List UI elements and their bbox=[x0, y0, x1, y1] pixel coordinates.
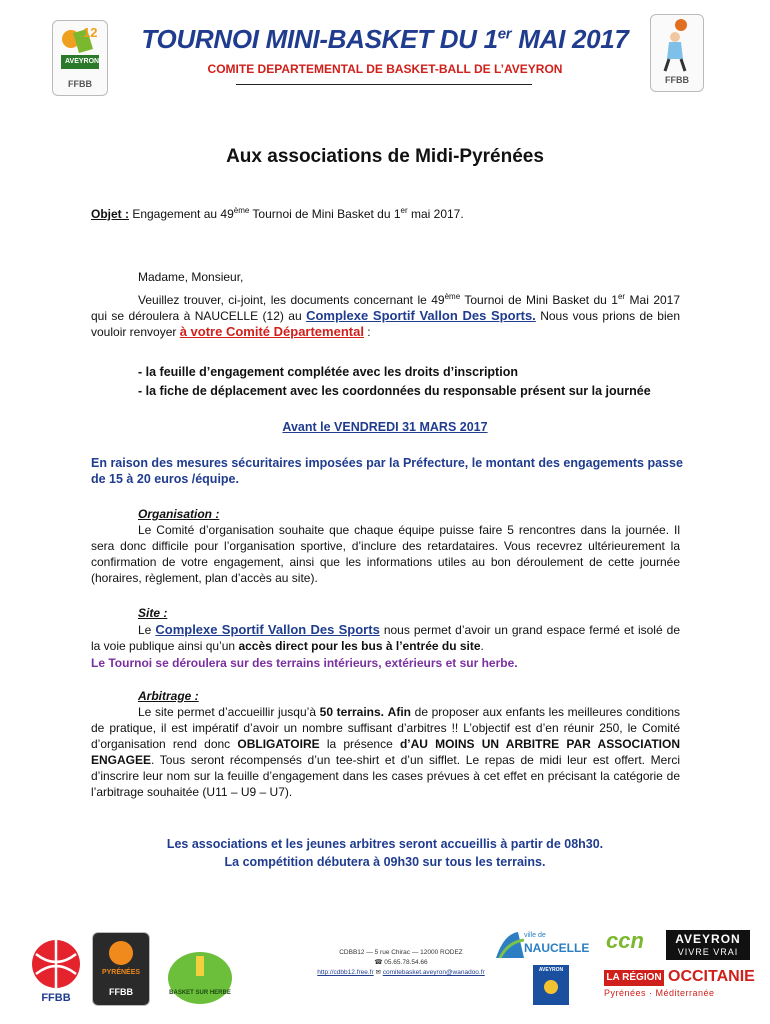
ffbb-label: FFBB bbox=[665, 75, 689, 85]
pyrenees-label: PYRÉNÉES bbox=[101, 969, 141, 976]
organisation-text: Le Comité d’organisation souhaite que chaque équipe puisse faire 5 rencontres dans la journée. Il sera donc difficile pour l’organisation sportive, d’inclure des retardataires. Vous recevrez ultérieurement la confirmation de votre engagement, ainsi que les informations utiles au bon déroulement de cette journée (horaires, règlement, plan d’accès au site). bbox=[91, 523, 680, 585]
ffbb-label: FFBB bbox=[109, 987, 133, 997]
naucelle-ville: ville de bbox=[524, 932, 546, 939]
subtitle: COMITE DEPARTEMENTAL DE BASKET-BALL DE L’AVEYRON bbox=[207, 62, 563, 76]
email-icon: ✉ bbox=[375, 969, 381, 976]
list-item: - la fiche de déplacement avec les coordonnées du responsable présent sur la journée bbox=[138, 384, 651, 398]
objet-line: Objet : Engagement au 49ème Tournoi de Mini Basket du 1er mai 2017. bbox=[91, 206, 464, 221]
basket-label: BASKET SUR HERBE bbox=[169, 990, 231, 996]
divider bbox=[236, 84, 532, 85]
ffbb-label: FFBB bbox=[41, 992, 71, 1004]
site-title: Site : bbox=[138, 606, 168, 620]
arbitrage-title: Arbitrage : bbox=[138, 689, 199, 703]
ffbb-label: FFBB bbox=[68, 79, 92, 89]
naucelle-name: NAUCELLE bbox=[524, 941, 590, 955]
logo-number: 12 bbox=[83, 25, 98, 40]
salutation: Madame, Monsieur, bbox=[138, 270, 244, 284]
region-occitanie-logo bbox=[604, 968, 754, 1004]
pyrenees-logo bbox=[92, 932, 150, 1006]
objet-label: Objet : bbox=[91, 207, 129, 221]
closing-line: Les associations et les jeunes arbitres seront accueillis à partir de 08h30. bbox=[166, 837, 604, 851]
ccn-logo bbox=[606, 928, 652, 958]
logo-aveyron-text: AVEYRON bbox=[65, 58, 100, 65]
arbitrage-text: Le site permet d’accueillir jusqu’à 50 terrains. Afin de proposer aux enfants les meilleures conditions de pratique, il est impératif d’avoir un nombre suffisant d’arbitres !! L’objectif est d’en réunir 250, le Comité d’organisation rend donc OBLIGATOIRE la présence d’AU MOINS UN ARBITRE PAR ASSOCIATION ENGAGEE. Tous seront récompensés d’un tee-shirt et d’un sifflet. Le repas de midi leur est offert. Merci d’inscrire leur nom sur la feuille d’engagement dans les cases prévues à cet effet en précisant la catégorie de l’arbitrage souhaitée (U11 – U9 – U7). bbox=[91, 705, 680, 799]
closing-line: La compétition débutera à 09h30 sur tous les terrains. bbox=[224, 855, 546, 869]
email-link[interactable]: comitebasket.aveyron@wanadoo.fr bbox=[382, 969, 485, 976]
ball-icon bbox=[93, 933, 149, 973]
vivre-label: VIVRE VRAI bbox=[677, 947, 739, 957]
grass-court-icon bbox=[166, 948, 234, 1010]
deadline: Avant le VENDREDI 31 MARS 2017 bbox=[282, 420, 488, 434]
website-link[interactable]: http://cdbb12.free.fr bbox=[317, 969, 374, 976]
terrains-notice: Le Tournoi se déroulera sur des terrains intérieurs, extérieurs et sur herbe. bbox=[91, 656, 518, 670]
naucelle-logo bbox=[494, 928, 594, 962]
aveyron-label: AVEYRON bbox=[675, 932, 741, 946]
ffbb-logo bbox=[28, 936, 84, 1006]
comite-departemental-text: à votre Comité Départemental bbox=[179, 324, 364, 339]
complexe-sportif-link[interactable]: Complexe Sportif Vallon Des Sports. bbox=[306, 308, 536, 323]
aveyron-vivre-vrai-logo bbox=[666, 930, 750, 960]
basketball-icon bbox=[28, 936, 84, 992]
occitanie-label: OCCITANIE bbox=[668, 968, 755, 985]
aveyron-department-logo bbox=[533, 965, 569, 1005]
list-item: - la feuille d’engagement complétée avec les droits d’inscription bbox=[138, 365, 518, 379]
region-label: LA RÉGION bbox=[604, 970, 664, 986]
page-title: TOURNOI MINI-BASKET DU 1er MAI 2017 bbox=[141, 24, 629, 54]
pyrenees-mediterranee-label: Pyrénées · Méditerranée bbox=[604, 988, 715, 998]
aveyron-dept-label: AVEYRON bbox=[538, 967, 564, 973]
footer-address: CDBB12 — 5 rue Chirac — 12000 RODEZ ☎ 05.65.78.54.66 http://cdbb12.free.fr ✉ comitebasket.aveyron@wanadoo.fr bbox=[317, 949, 485, 976]
organisation-title: Organisation : bbox=[138, 507, 220, 521]
intro-paragraph: Veuillez trouver, ci-joint, les documents concernant le 49ème Tournoi de Mini Basket du 1er Mai 2017 qui se déroulera à NAUCELLE (12) au Complexe Sportif Vallon Des Sports. Nous vous prions de bien vouloir renvoyer à votre Comité Départemental : bbox=[91, 292, 681, 339]
naucelle-emblem-icon bbox=[494, 928, 528, 962]
complexe-sportif-link[interactable]: Complexe Sportif Vallon Des Sports bbox=[155, 622, 380, 637]
fee-notice: En raison des mesures sécuritaires imposées par la Préfecture, le montant des engagements passe de 15 à 20 euros /équipe. bbox=[91, 456, 683, 486]
ccn-label: ccn bbox=[606, 928, 644, 953]
basket-sur-herbe-logo bbox=[166, 948, 234, 1010]
letter-heading: Aux associations de Midi-Pyrénées bbox=[226, 146, 544, 167]
site-text: Le Complexe Sportif Vallon Des Sports nous permet d’avoir un grand espace fermé et isolé de la voie publique ainsi qu’un accès direct pour les bus à l’entrée du site. bbox=[91, 622, 680, 653]
